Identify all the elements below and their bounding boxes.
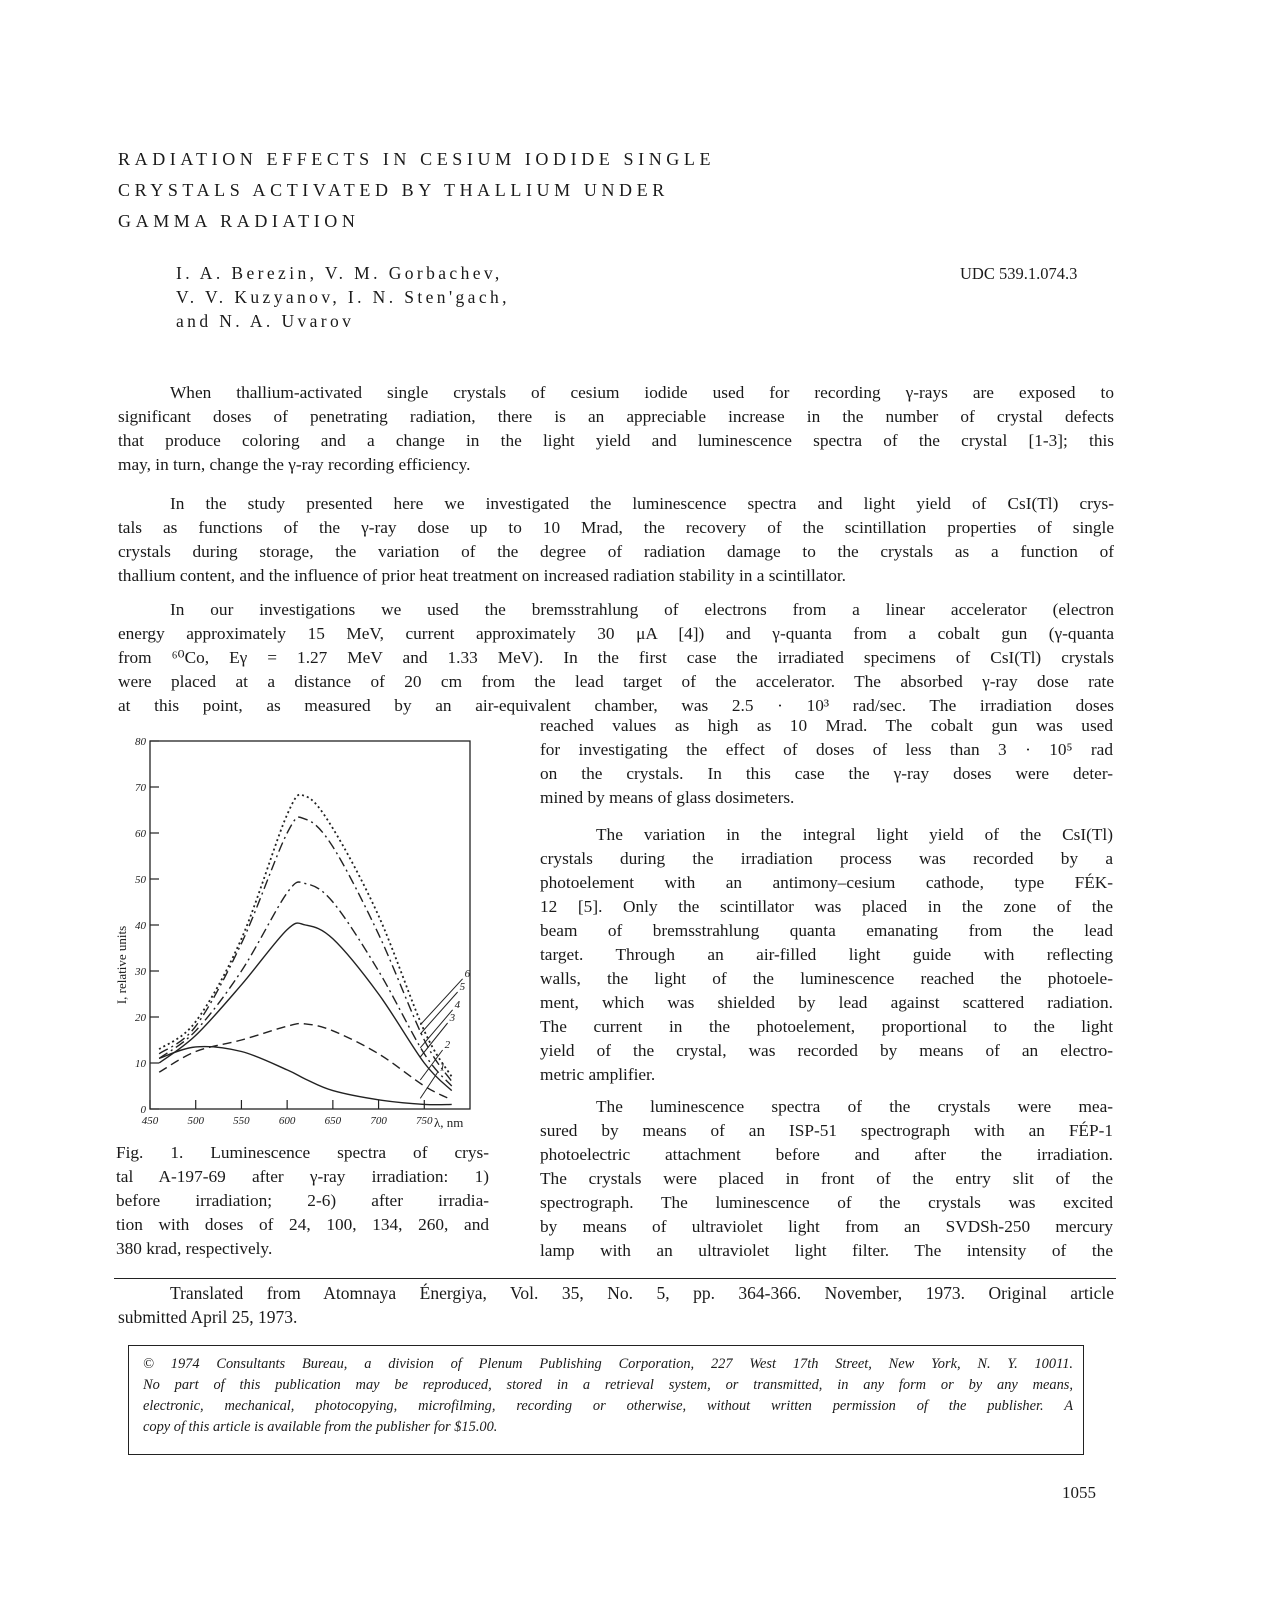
text-line: Translated from Atomnaya Énergiya, Vol. 35, No. 5, pp. 364-366. November, 1973. Original article <box>170 1283 1114 1303</box>
x-axis-label: λ, nm <box>434 1115 464 1130</box>
x-tick-label: 450 <box>141 1115 159 1127</box>
caption-line: tal A-197-69 after γ-ray irradiation: 1) <box>116 1167 489 1186</box>
text-line: submitted April 25, 1973. <box>118 1307 298 1327</box>
text-line: The crystals were placed in front of the entry slit of the <box>540 1169 1113 1188</box>
footnote-divider <box>114 1278 1116 1279</box>
curve-3 <box>159 923 452 1091</box>
text-line: yield of the crystal, was recorded by means of an electro- <box>540 1041 1113 1060</box>
text-line: ment, which was shielded by lead against scattered radiation. <box>540 993 1113 1012</box>
caption-line: Fig. 1. Luminescence spectra of crys- <box>116 1143 489 1162</box>
text-line: In the study presented here we investigated the luminescence spectra and light yield of CsI(Tl) crys- <box>170 494 1114 513</box>
paragraph-light-yield <box>540 823 1113 1087</box>
curve-2 <box>159 1024 452 1100</box>
x-tick-label: 600 <box>278 1115 296 1127</box>
text-line: The current in the photoelement, proportional to the light <box>540 1017 1113 1036</box>
text-line: metric amplifier. <box>540 1065 656 1084</box>
curve-label: 2 <box>444 1039 451 1051</box>
text-line: beam of bremsstrahlung quanta emanating from the lead <box>540 921 1113 940</box>
title-line: CRYSTALS ACTIVATED BY THALLIUM UNDER <box>118 180 669 200</box>
paragraph-intro <box>118 381 1114 477</box>
title-line: GAMMA RADIATION <box>118 211 360 231</box>
curve-6 <box>159 795 452 1077</box>
x-tick-label: 550 <box>233 1115 250 1127</box>
text-line: crystals during the irradiation process was recorded by a <box>540 849 1113 868</box>
curve-4 <box>159 882 452 1086</box>
copyright-box <box>128 1345 1084 1455</box>
text-line: on the crystals. In this case the γ-ray doses were deter- <box>540 764 1113 783</box>
text-line: When thallium-activated single crystals of cesium iodide used for recording γ-rays are exposed to <box>170 383 1114 402</box>
y-axis-label: I, relative units <box>114 925 129 1005</box>
curve-labels <box>420 968 470 1099</box>
text-line: that produce coloring and a change in the light yield and luminescence spectra of the crystal [1-3]; this <box>118 431 1114 450</box>
text-line: at this point, as measured by an air-equivalent chamber, was 2.5 · 10³ rad/sec. The irradiation doses <box>118 696 1114 715</box>
text-line: reached values as high as 10 Mrad. The cobalt gun was used <box>540 716 1113 735</box>
text-line: were placed at a distance of 20 cm from the lead target of the accelerator. The absorbed γ-ray dose rate <box>118 672 1114 691</box>
text-line: from ⁶⁰Co, Eγ = 1.27 MeV and 1.33 MeV). In the first case the irradiated specimens of CsI(Tl) crystals <box>118 648 1114 667</box>
y-tick-label: 50 <box>135 874 146 886</box>
x-axis-ticks <box>142 1100 433 1127</box>
copyright-line: copy of this article is available from the publisher for $15.00. <box>143 1419 498 1435</box>
title-line: RADIATION EFFECTS IN CESIUM IODIDE SINGLE <box>118 149 716 169</box>
luminescence-spectra-chart <box>100 730 490 1130</box>
y-tick-label: 0 <box>140 1104 146 1116</box>
text-line: by means of ultraviolet light from an SVDSh-250 mercury <box>540 1217 1113 1236</box>
caption-line: 380 krad, respectively. <box>116 1239 273 1258</box>
text-line: The luminescence spectra of the crystals were mea- <box>596 1097 1113 1116</box>
caption-line: tion with doses of 24, 100, 134, 260, and <box>116 1215 489 1234</box>
y-tick-label: 30 <box>135 966 146 978</box>
y-tick-label: 40 <box>135 920 146 932</box>
copyright-line: No part of this publication may be reproduced, stored in a retrieval system, or transmitted, in any form or by any means, <box>143 1377 1073 1393</box>
y-tick-label: 10 <box>135 1058 146 1070</box>
article-title <box>118 144 715 237</box>
figure-caption <box>116 1141 489 1261</box>
text-line: mined by means of glass dosimeters. <box>540 788 795 807</box>
curve-label: 3 <box>449 1012 456 1024</box>
curve-5 <box>159 817 452 1081</box>
copyright-line: electronic, mechanical, photocopying, microfilming, recording or otherwise, without written permission of the publisher. A <box>143 1398 1073 1414</box>
author-line: and N. A. Uvarov <box>176 311 355 331</box>
plot-frame <box>150 741 470 1109</box>
y-axis-ticks <box>134 736 159 1116</box>
text-line: photoelectric attachment before and after the irradiation. <box>540 1145 1113 1164</box>
paragraph-methods-continued <box>540 714 1113 810</box>
caption-line: before irradiation; 2-6) after irradia- <box>116 1191 489 1210</box>
text-line: significant doses of penetrating radiation, there is an appreciable increase in the number of crystal defects <box>118 407 1114 426</box>
x-tick-label: 700 <box>370 1115 387 1127</box>
text-line: walls, the light of the luminescence reached the photoele- <box>540 969 1113 988</box>
text-line: The variation in the integral light yield of the CsI(Tl) <box>596 825 1113 844</box>
author-line: V. V. Kuzyanov, I. N. Sten'gach, <box>176 287 510 307</box>
paragraph-methods <box>118 598 1114 718</box>
curve-label: 1 <box>439 1061 446 1074</box>
text-line: for investigating the effect of doses of less than 3 · 10⁵ rad <box>540 740 1113 759</box>
y-tick-label: 60 <box>135 828 146 840</box>
curve-label: 5 <box>459 981 466 993</box>
text-line: sured by means of an ISP-51 spectrograph with an FÉP-1 <box>540 1121 1113 1140</box>
curve-label: 4 <box>454 998 461 1011</box>
page-number: 1055 <box>1062 1483 1096 1502</box>
curve-label: 6 <box>464 967 471 980</box>
spectrum-curves <box>159 795 452 1105</box>
text-line: thallium content, and the influence of prior heat treatment on increased radiation stability in a scintillator. <box>118 566 846 585</box>
copyright-line: © 1974 Consultants Bureau, a division of Plenum Publishing Corporation, 227 West 17th Street, New York, N. Y. 10011. <box>143 1356 1073 1372</box>
text-line: lamp with an ultraviolet light filter. The intensity of the <box>540 1241 1113 1260</box>
curve-1 <box>159 1047 452 1105</box>
x-tick-label: 500 <box>187 1115 204 1127</box>
paragraph-study <box>118 492 1114 588</box>
text-line: may, in turn, change the γ-ray recording efficiency. <box>118 455 471 474</box>
x-tick-label: 750 <box>416 1115 433 1127</box>
translation-note <box>118 1281 1114 1329</box>
text-line: photoelement with an antimony–cesium cathode, type FÉK- <box>540 873 1113 892</box>
x-tick-label: 650 <box>324 1115 342 1127</box>
y-tick-label: 80 <box>135 736 146 748</box>
text-line: crystals during storage, the variation of the degree of radiation damage to the crystals as a function of <box>118 542 1114 561</box>
text-line: spectrograph. The luminescence of the crystals was excited <box>540 1193 1113 1212</box>
author-line: I. A. Berezin, V. M. Gorbachev, <box>176 263 503 283</box>
paragraph-spectra <box>540 1095 1113 1263</box>
y-tick-label: 70 <box>135 782 146 794</box>
y-tick-label: 20 <box>135 1012 146 1024</box>
author-list <box>176 261 510 333</box>
text-line: target. Through an air-filled light guide with reflecting <box>540 945 1113 964</box>
text-line: tals as functions of the γ-ray dose up to 10 Mrad, the recovery of the scintillation properties of single <box>118 518 1114 537</box>
text-line: 12 [5]. Only the scintillator was placed in the zone of the <box>540 897 1113 916</box>
text-line: In our investigations we used the bremsstrahlung of electrons from a linear accelerator (electron <box>170 600 1114 619</box>
text-line: energy approximately 15 MeV, current approximately 30 μA [4]) and γ-quanta from a cobalt gun (γ-quanta <box>118 624 1114 643</box>
udc-code: UDC 539.1.074.3 <box>960 264 1078 283</box>
